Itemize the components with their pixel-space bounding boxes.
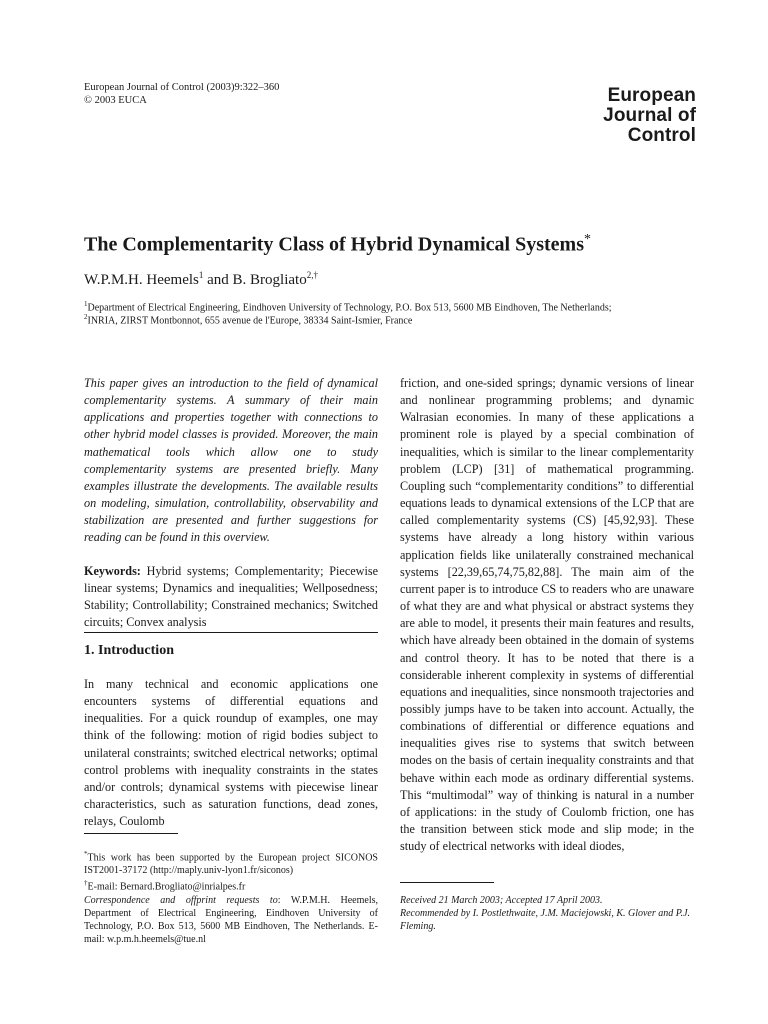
- footnote-support-mark: *: [84, 850, 88, 858]
- journal-citation: European Journal of Control (2003)9:322–360: [84, 82, 280, 93]
- section-heading-introduction: 1. Introduction: [84, 643, 174, 658]
- section-divider: [84, 632, 378, 633]
- footnote-email: [84, 877, 378, 893]
- keywords-text: Hybrid systems; Complementarity; Piecewise linear systems; Dynamics and inequalities; Wellposedness; Stability; Controllability; Constrained mechanics; Switched circuits; Convex analysis: [84, 564, 378, 630]
- author-1-mark: 1: [198, 270, 204, 280]
- footnote-divider: [84, 833, 178, 834]
- affiliation-1-text: Department of Electrical Engineering, Eindhoven University of Technology, P.O. Box 513, 5600 MB Eindhoven, The Netherlands;: [87, 302, 612, 314]
- keywords: [84, 563, 378, 632]
- correspondence-text: : W.P.M.H. Heemels, Department of Electrical Engineering, Eindhoven University of Technology, P.O. Box 513, 5600 MB Eindhoven, The Netherlands. E-mail: w.p.m.h.heemels@tue.nl: [84, 894, 378, 945]
- affiliation-1-mark: 1: [84, 300, 88, 308]
- copyright-notice: © 2003 EUCA: [84, 95, 147, 106]
- title-footnote-mark: *: [583, 232, 591, 247]
- affiliation-2: [84, 313, 412, 326]
- received-dates: Received 21 March 2003; Accepted 17 April 2003.: [400, 895, 603, 906]
- paper-title: [84, 232, 591, 257]
- footnote-email-text: E-mail: Bernard.Brogliato@inrialpes.fr: [87, 881, 246, 893]
- author-2-mark: 2,†: [306, 270, 318, 280]
- received-divider: [400, 882, 494, 883]
- author-list: [84, 270, 318, 289]
- logo-line-3: Control: [627, 125, 696, 146]
- author-1: W.P.M.H. Heemels: [84, 272, 199, 288]
- footnote-support-text: This work has been supported by the European project SICONOS IST2001-37172 (http://maply.univ-lyon1.fr/siconos): [84, 852, 378, 877]
- keywords-label: Keywords:: [84, 564, 141, 578]
- affiliation-2-mark: 2: [84, 313, 88, 321]
- author-separator: and: [203, 272, 233, 288]
- abstract: This paper gives an introduction to the field of dynamical complementarity systems. A summary of their main applications and properties together with connections to other hybrid model classes is provided. Moreover, the main mathematical tools which allow one to study complementarity systems are presented briefly. Many examples illustrate the developments. The available results on modeling, simulation, controllability, observability and stabilization are presented and further suggestions for reading can be found in this overview.: [84, 376, 378, 545]
- recommended-by: Recommended by I. Postlethwaite, J.M. Maciejowski, K. Glover and P.J. Fleming.: [400, 908, 691, 932]
- affiliation-1: [84, 300, 612, 313]
- introduction-text: In many technical and economic applications one encounters systems of differential equations and inequalities. For a quick roundup of examples, one may think of the following: motion of rigid bodies subject to unilateral constraints; switched electrical networks; optimal control problems with inequality constraints in the states and/or controls; dynamical systems with piecewise linear characteristics, such as saturation functions, dead zones, relays, Coulomb: [84, 677, 378, 829]
- paper-title-text: The Complementarity Class of Hybrid Dynamical Systems: [84, 233, 584, 256]
- right-column-text: friction, and one-sided springs; dynamic versions of linear and nonlinear programming problems; and dynamic Walrasian economies. In many of these applications a prominent role is played by a special combination of inequalities, which is similar to the linear complementarity problem (LCP) [31] of mathematical programming. Coupling such “complementarity conditions” to differential equations leads to dynamical extensions of the LCP that are called complementarity systems (CS) [45,92,93]. These systems have already a long history within various application fields like unilaterally constrained mechanical systems [22,39,65,74,75,82,88]. The main aim of the current paper is to introduce CS to readers who are unaware of what they are and what physical or abstract systems they are able to model, it presents their main features and results, which have already been obtained in the domain of systems and control theory. It has to be noted that there is a considerable inherent complexity in systems of differential equations and inequalities, since nonsmooth trajectories and possibly jumps have to be taken into account. Actually, the combinations of differential or difference equations and inequalities gives rise to systems that switch between modes on the basis of certain inequality constraints and that behave within each mode as ordinary differential systems. This “multimodal” way of thinking is natural in a number of applications: in the study of Coulomb friction, one has the transition between stick mode and slip mode; in the study of electrical networks with ideal diodes,: [400, 376, 694, 854]
- footnote-email-mark: †: [84, 879, 88, 888]
- logo-line-2: Journal of: [603, 105, 696, 126]
- footnote-support: [84, 848, 378, 877]
- affiliation-2-text: INRIA, ZIRST Montbonnot, 655 avenue de l'Europe, 38334 Saint-Ismier, France: [87, 315, 413, 327]
- received-info: [400, 894, 700, 933]
- correspondence-label: Correspondence and offprint requests to: [84, 894, 278, 906]
- journal-logo: [603, 86, 696, 146]
- footnotes: [84, 848, 378, 946]
- footnote-correspondence: [84, 894, 378, 946]
- logo-line-1: European: [607, 85, 696, 106]
- author-2: B. Brogliato: [232, 272, 307, 288]
